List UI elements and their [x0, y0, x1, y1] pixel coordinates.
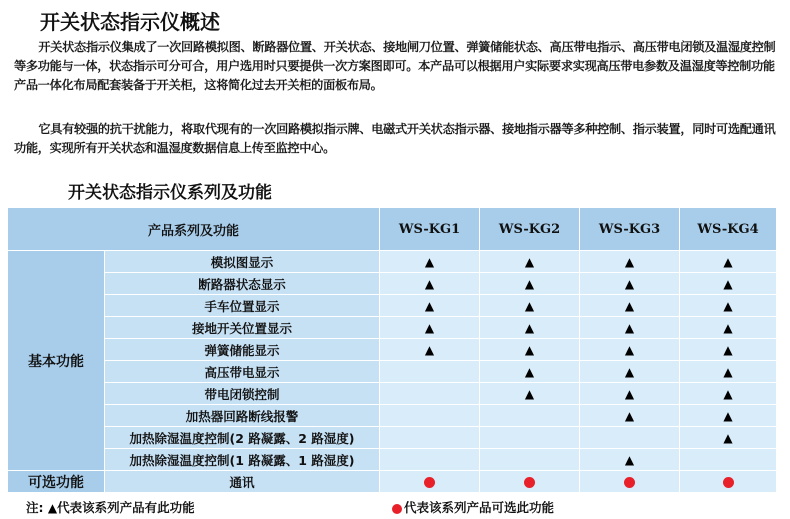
triangle-icon: ▲ — [424, 255, 435, 269]
feature-label: 通讯 — [105, 471, 380, 493]
triangle-icon: ▲ — [524, 299, 535, 313]
support-cell — [580, 471, 680, 493]
support-cell — [380, 273, 480, 295]
support-cell — [480, 471, 580, 493]
support-cell — [680, 449, 777, 471]
table-row — [8, 251, 777, 273]
feature-label: 加热器回路断线报警 — [105, 405, 380, 427]
triangle-icon: ▲ — [424, 321, 435, 335]
table-row — [8, 273, 777, 295]
table-row — [8, 361, 777, 383]
legend-prefix: 注: — [26, 500, 44, 515]
support-cell — [480, 449, 580, 471]
triangle-icon: ▲ — [723, 343, 733, 357]
group-optional-functions: 可选功能 — [8, 471, 105, 493]
support-cell — [580, 361, 680, 383]
support-cell — [380, 383, 480, 405]
triangle-icon: ▲ — [47, 501, 58, 515]
table-header-row — [8, 208, 777, 251]
triangle-icon: ▲ — [624, 321, 635, 335]
support-cell — [380, 295, 480, 317]
feature-label: 高压带电显示 — [105, 361, 380, 383]
triangle-icon: ▲ — [723, 365, 733, 379]
overview-paragraph-2: 它具有较强的抗干扰能力，将取代现有的一次回路模拟指示牌、电磁式开关状态指示器、接地指示器等多种控制、指示装置，同时可选配通讯功能，实现所有开关状态和温湿度数据信息上传至监控中心。 — [14, 122, 776, 155]
support-cell — [680, 405, 777, 427]
support-cell — [580, 295, 680, 317]
support-cell — [380, 449, 480, 471]
support-cell — [480, 361, 580, 383]
header-model-3: WS-KG3 — [580, 208, 680, 251]
support-cell — [480, 317, 580, 339]
triangle-icon: ▲ — [624, 299, 635, 313]
table-row — [8, 317, 777, 339]
triangle-icon: ▲ — [723, 431, 733, 445]
legend-dot-note — [392, 498, 554, 516]
header-product-series: 产品系列及功能 — [8, 208, 380, 251]
red-dot-icon — [392, 504, 402, 514]
triangle-icon: ▲ — [723, 255, 733, 269]
support-cell — [380, 317, 480, 339]
triangle-icon: ▲ — [624, 255, 635, 269]
support-cell — [480, 273, 580, 295]
support-cell — [480, 251, 580, 273]
support-cell — [680, 317, 777, 339]
support-cell — [580, 273, 680, 295]
feature-label: 加热除湿温度控制(1 路凝露、1 路湿度) — [105, 449, 380, 471]
support-cell — [680, 427, 777, 449]
red-dot-icon — [424, 477, 435, 488]
support-cell — [680, 361, 777, 383]
table-row — [8, 339, 777, 361]
support-cell — [580, 427, 680, 449]
support-cell — [480, 383, 580, 405]
support-cell — [380, 471, 480, 493]
red-dot-icon — [524, 477, 535, 488]
feature-label: 弹簧储能显示 — [105, 339, 380, 361]
table-row — [8, 427, 777, 449]
triangle-icon: ▲ — [624, 365, 635, 379]
triangle-icon: ▲ — [624, 277, 635, 291]
triangle-icon: ▲ — [524, 255, 535, 269]
feature-label: 断路器状态显示 — [105, 273, 380, 295]
support-cell — [480, 295, 580, 317]
triangle-icon: ▲ — [524, 277, 535, 291]
support-cell — [680, 295, 777, 317]
support-cell — [380, 405, 480, 427]
triangle-icon: ▲ — [624, 409, 635, 423]
triangle-icon: ▲ — [524, 387, 535, 401]
header-model-4: WS-KG4 — [680, 208, 777, 251]
legend-dot-text: 代表该系列产品可选此功能 — [404, 500, 555, 515]
group-basic-functions: 基本功能 — [8, 251, 105, 471]
section-subtitle: 开关状态指示仪系列及功能 — [68, 183, 272, 203]
support-cell — [380, 361, 480, 383]
support-cell — [580, 317, 680, 339]
legend-triangle-text: 代表该系列产品有此功能 — [57, 500, 195, 515]
table-row — [8, 295, 777, 317]
support-cell — [480, 427, 580, 449]
support-cell — [480, 405, 580, 427]
support-cell — [680, 383, 777, 405]
triangle-icon: ▲ — [723, 387, 733, 401]
feature-label: 手车位置显示 — [105, 295, 380, 317]
red-dot-icon — [624, 477, 635, 488]
feature-table — [7, 207, 777, 493]
triangle-icon: ▲ — [524, 321, 535, 335]
support-cell — [580, 449, 680, 471]
support-cell — [680, 273, 777, 295]
support-cell — [480, 339, 580, 361]
header-model-1: WS-KG1 — [380, 208, 480, 251]
triangle-icon: ▲ — [624, 343, 635, 357]
table-row — [8, 405, 777, 427]
table-row — [8, 383, 777, 405]
feature-label: 加热除湿温度控制(2 路凝露、2 路湿度) — [105, 427, 380, 449]
feature-label: 带电闭锁控制 — [105, 383, 380, 405]
triangle-icon: ▲ — [723, 277, 733, 291]
triangle-icon: ▲ — [723, 409, 733, 423]
support-cell — [580, 251, 680, 273]
triangle-icon: ▲ — [624, 453, 635, 467]
table-body — [8, 251, 777, 493]
overview-paragraph-1: 开关状态指示仪集成了一次回路模拟图、断路器位置、开关状态、接地闸刀位置、弹簧储能状态、高压带电指示、高压带电闭锁及温湿度控制等多功能与一体，状态指示可分可合，用户选用时只要提供一次方案图即可。本产品可以根据用户实际要求实现高压带电参数及温湿度等控制功能产品一体化布局配套装备于开关柜，这将简化过去开关柜的面板布局。 — [14, 40, 776, 92]
support-cell — [580, 383, 680, 405]
table-row-optional — [8, 471, 777, 493]
triangle-icon: ▲ — [723, 299, 733, 313]
header-model-2: WS-KG2 — [480, 208, 580, 251]
triangle-icon: ▲ — [524, 365, 535, 379]
support-cell — [680, 251, 777, 273]
support-cell — [680, 339, 777, 361]
feature-label: 接地开关位置显示 — [105, 317, 380, 339]
triangle-icon: ▲ — [424, 277, 435, 291]
table-row — [8, 449, 777, 471]
legend-triangle-note — [26, 498, 195, 516]
support-cell — [580, 405, 680, 427]
triangle-icon: ▲ — [424, 343, 435, 357]
feature-label: 模拟图显示 — [105, 251, 380, 273]
red-dot-icon — [723, 477, 734, 488]
support-cell — [680, 471, 777, 493]
support-cell — [380, 251, 480, 273]
support-cell — [580, 339, 680, 361]
triangle-icon: ▲ — [723, 321, 733, 335]
triangle-icon: ▲ — [424, 299, 435, 313]
triangle-icon: ▲ — [624, 387, 635, 401]
triangle-icon: ▲ — [524, 343, 535, 357]
support-cell — [380, 339, 480, 361]
support-cell — [380, 427, 480, 449]
page-title: 开关状态指示仪概述 — [40, 10, 220, 34]
